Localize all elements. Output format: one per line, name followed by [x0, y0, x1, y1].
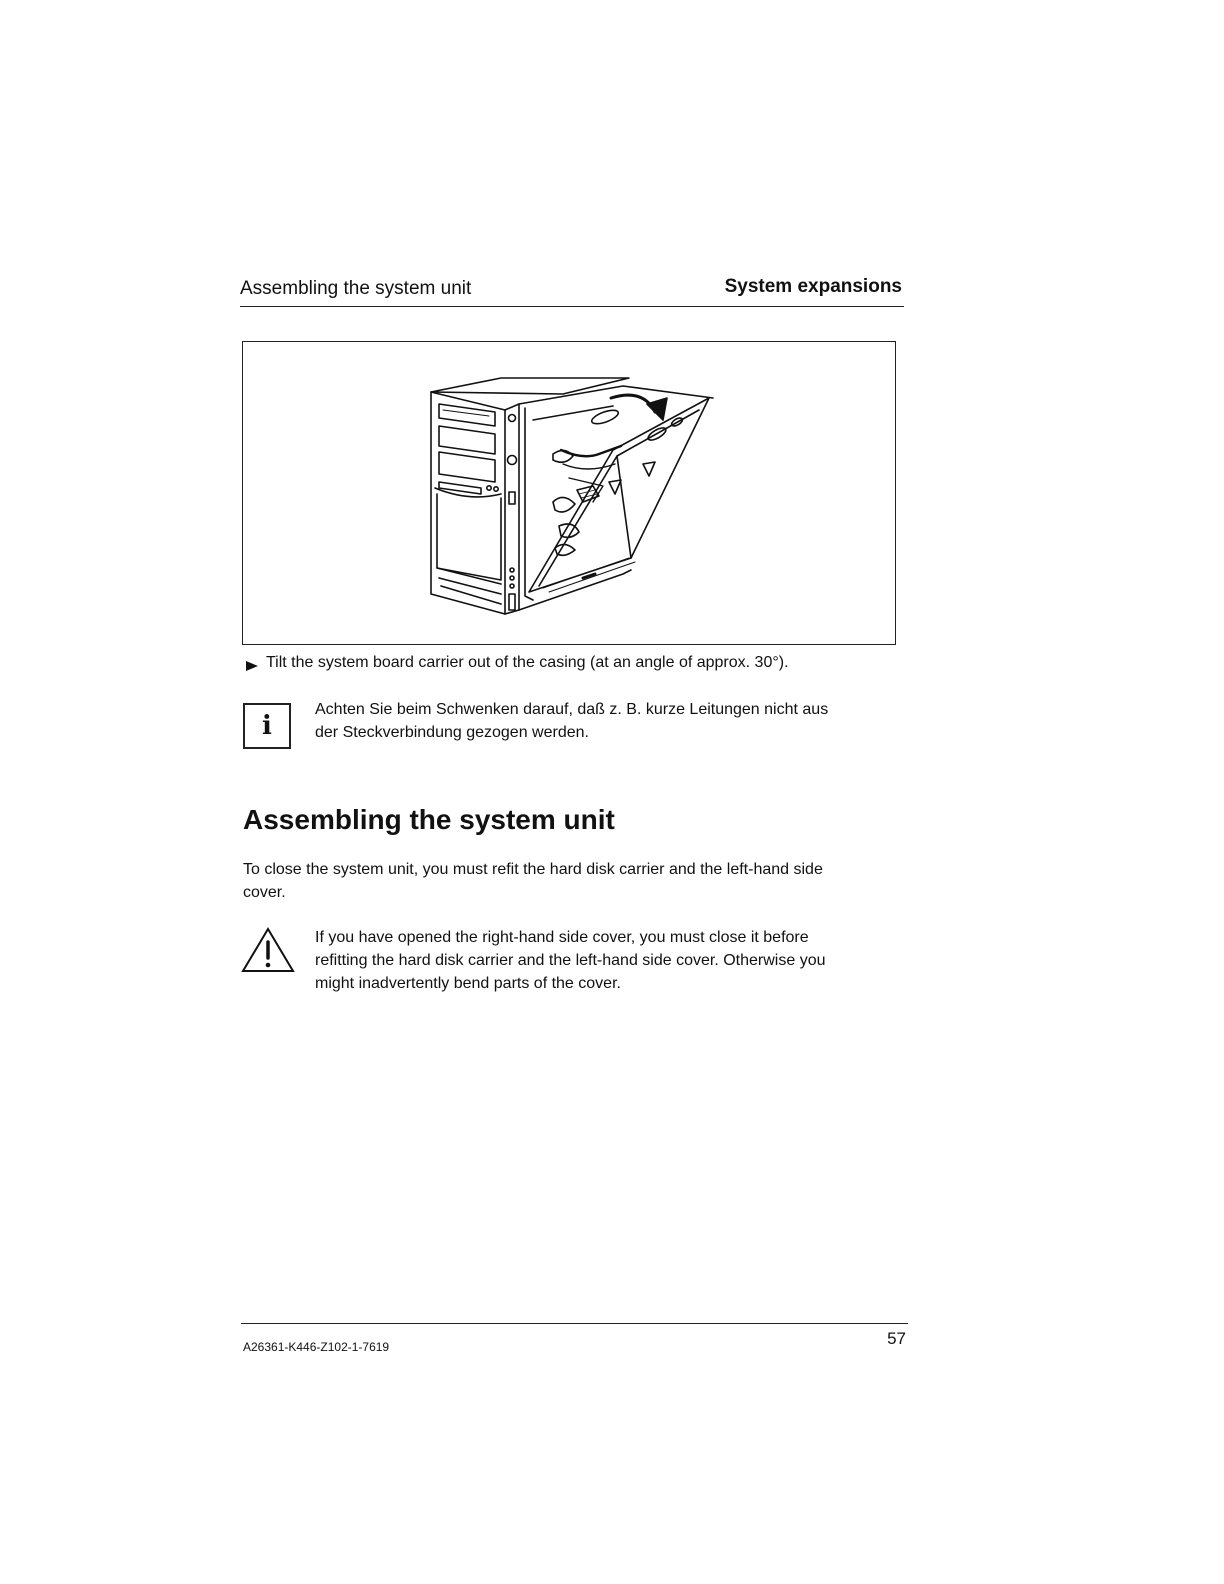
info-note-text [315, 698, 905, 744]
paragraph-line: cover. [243, 884, 286, 901]
section-heading: Assembling the system unit [243, 804, 615, 835]
figure-frame [242, 341, 896, 645]
page-number: 57 [887, 1329, 906, 1348]
warning-note-line: If you have opened the right-hand side cover, you must close it before [315, 929, 809, 946]
warning-note-line: might inadvertently bend parts of the cover. [315, 975, 621, 992]
header-section-title: System expansions [724, 276, 902, 297]
warning-note-line: refitting the hard disk carrier and the left-hand side cover. Otherwise you [315, 952, 826, 969]
running-header [240, 274, 904, 307]
document-number: A26361-K446-Z102-1-7619 [243, 1340, 390, 1354]
warning-note-text [315, 926, 905, 995]
footer-divider [241, 1323, 908, 1324]
info-icon [243, 703, 291, 749]
header-chapter-title: Assembling the system unit [240, 278, 472, 299]
info-note-line: der Steckverbindung gezogen werden. [315, 724, 589, 741]
section-paragraph [243, 858, 908, 904]
triangle-bullet-icon [246, 658, 258, 676]
step-text: Tilt the system board carrier out of the casing (at an angle of approx. 30°). [266, 654, 789, 671]
info-glyph: i [262, 711, 272, 741]
paragraph-line: To close the system unit, you must refit the hard disk carrier and the left-hand side [243, 861, 823, 878]
warning-icon [240, 926, 296, 979]
info-note-line: Achten Sie beim Schwenken darauf, daß z. B. kurze Leitungen nicht aus [315, 701, 829, 718]
system-unit-illustration [243, 342, 895, 644]
